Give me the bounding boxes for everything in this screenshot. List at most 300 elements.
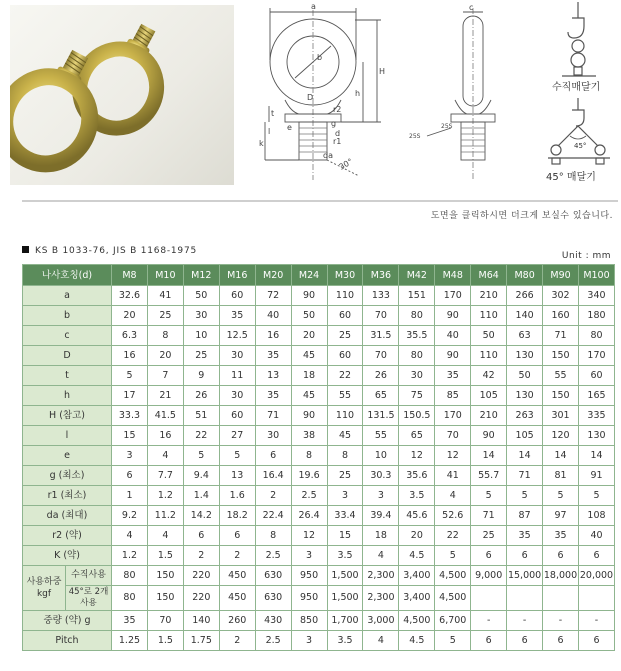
- value-cell: 15: [112, 426, 148, 446]
- value-cell: 20: [399, 526, 435, 546]
- value-cell: 60: [219, 286, 255, 306]
- click-to-enlarge-note: 도면을 클릭하시면 더크게 보실수 있습니다.: [430, 211, 613, 221]
- value-cell: 210: [471, 406, 507, 426]
- dim-angle-label: 30°: [337, 156, 355, 172]
- value-cell: 80: [112, 586, 148, 611]
- value-cell: 1.75: [183, 631, 219, 651]
- value-cell: 6: [578, 546, 614, 566]
- value-cell: 5: [219, 446, 255, 466]
- value-cell: 105: [471, 386, 507, 406]
- load-vertical-row: [23, 566, 615, 586]
- value-cell: 6.3: [112, 326, 148, 346]
- dim-a-label: a: [311, 2, 316, 11]
- value-cell: [543, 586, 579, 611]
- value-cell: 22: [183, 426, 219, 446]
- value-cell: 4: [363, 631, 399, 651]
- value-cell: 70: [147, 611, 183, 631]
- row-label-cell: h: [23, 386, 112, 406]
- value-cell: [578, 586, 614, 611]
- value-cell: 220: [183, 566, 219, 586]
- value-cell: -: [507, 611, 543, 631]
- value-cell: 75: [399, 386, 435, 406]
- value-cell: 131.5: [363, 406, 399, 426]
- value-cell: 6: [219, 526, 255, 546]
- value-cell: 60: [327, 346, 363, 366]
- dim-D-label: D: [307, 93, 314, 102]
- value-cell: 71: [543, 326, 579, 346]
- value-cell: 150: [147, 586, 183, 611]
- table-row: [23, 386, 615, 406]
- value-cell: 60: [219, 406, 255, 426]
- value-cell: 3: [112, 446, 148, 466]
- value-cell: 301: [543, 406, 579, 426]
- value-cell: 12: [435, 446, 471, 466]
- value-cell: 430: [255, 611, 291, 631]
- value-cell: 150: [147, 566, 183, 586]
- value-cell: 27: [219, 426, 255, 446]
- value-cell: 1.6: [219, 486, 255, 506]
- value-cell: 160: [543, 306, 579, 326]
- row-label-cell: r2 (약): [23, 526, 112, 546]
- value-cell: 15: [327, 526, 363, 546]
- eye-bolt-dimension-drawing: [255, 0, 535, 190]
- value-cell: 630: [255, 566, 291, 586]
- value-cell: 55.7: [471, 466, 507, 486]
- value-cell: 60: [578, 366, 614, 386]
- value-cell: [471, 586, 507, 611]
- dim-r2-label: r2: [333, 105, 342, 114]
- value-cell: 40: [255, 306, 291, 326]
- dim-r1-label: r1: [333, 137, 342, 146]
- value-cell: 15,000: [507, 566, 543, 586]
- value-cell: 3,000: [363, 611, 399, 631]
- row-label-cell: H (참고): [23, 406, 112, 426]
- value-cell: 30: [183, 306, 219, 326]
- value-cell: 5: [507, 486, 543, 506]
- value-cell: 170: [435, 406, 471, 426]
- value-cell: 14: [543, 446, 579, 466]
- value-cell: 266: [507, 286, 543, 306]
- value-cell: 3.5: [399, 486, 435, 506]
- angle45-lift-label: 45° 매달기: [546, 172, 596, 183]
- value-cell: 130: [507, 386, 543, 406]
- value-cell: -: [578, 611, 614, 631]
- load-group-cell: [23, 566, 112, 611]
- value-cell: 130: [507, 346, 543, 366]
- value-cell: 110: [327, 286, 363, 306]
- value-cell: 21: [147, 386, 183, 406]
- load-angle-row: [23, 586, 615, 611]
- row-label-cell: c: [23, 326, 112, 346]
- value-cell: 18,000: [543, 566, 579, 586]
- value-cell: 35: [435, 366, 471, 386]
- value-cell: 4,500: [399, 611, 435, 631]
- value-cell: 90: [471, 426, 507, 446]
- value-cell: 65: [363, 386, 399, 406]
- value-cell: 1.25: [112, 631, 148, 651]
- dim-da-label: da: [323, 151, 333, 160]
- value-cell: 40: [578, 526, 614, 546]
- value-cell: 5: [578, 486, 614, 506]
- value-cell: 2: [219, 631, 255, 651]
- value-cell: 302: [543, 286, 579, 306]
- value-cell: 35: [543, 526, 579, 546]
- standard-reference: [22, 246, 197, 256]
- header-size-cell: M30: [327, 265, 363, 286]
- value-cell: 35: [219, 306, 255, 326]
- value-cell: 35: [255, 386, 291, 406]
- value-cell: 335: [578, 406, 614, 426]
- table-row: [23, 306, 615, 326]
- value-cell: 120: [543, 426, 579, 446]
- table-row: [23, 506, 615, 526]
- dim-e-label: e: [287, 123, 292, 132]
- dim-c-label: c: [469, 3, 474, 12]
- value-cell: 11.2: [147, 506, 183, 526]
- value-cell: 22: [435, 526, 471, 546]
- value-cell: 140: [507, 306, 543, 326]
- value-cell: 4.5: [399, 546, 435, 566]
- value-cell: 26.4: [291, 506, 327, 526]
- unit-label: Unit : mm: [561, 251, 611, 261]
- header-size-cell: M64: [471, 265, 507, 286]
- value-cell: 9.2: [112, 506, 148, 526]
- row-label-cell: t: [23, 366, 112, 386]
- value-cell: 39.4: [363, 506, 399, 526]
- value-cell: 2: [219, 546, 255, 566]
- value-cell: 35: [507, 526, 543, 546]
- value-cell: -: [543, 611, 579, 631]
- value-cell: 40: [435, 326, 471, 346]
- value-cell: 5: [471, 486, 507, 506]
- value-cell: 6: [255, 446, 291, 466]
- figure-area: [0, 0, 621, 195]
- header-size-cell: M100: [578, 265, 614, 286]
- value-cell: 2.5: [255, 631, 291, 651]
- value-cell: 31.5: [363, 326, 399, 346]
- dim-d-label: d: [335, 129, 341, 138]
- row-label-cell: b: [23, 306, 112, 326]
- value-cell: 30: [399, 366, 435, 386]
- value-cell: 4: [363, 546, 399, 566]
- value-cell: 26: [363, 366, 399, 386]
- value-cell: 3,400: [399, 586, 435, 611]
- value-cell: 38: [291, 426, 327, 446]
- value-cell: 1.2: [112, 546, 148, 566]
- header-label-cell: 나사호칭(d): [23, 265, 112, 286]
- value-cell: 97: [543, 506, 579, 526]
- table-row: [23, 631, 615, 651]
- value-cell: 30: [219, 346, 255, 366]
- value-cell: 81: [543, 466, 579, 486]
- value-cell: 90: [435, 306, 471, 326]
- value-cell: 110: [471, 346, 507, 366]
- value-cell: 150: [543, 346, 579, 366]
- value-cell: 20: [112, 306, 148, 326]
- value-cell: 71: [255, 406, 291, 426]
- value-cell: 165: [578, 386, 614, 406]
- value-cell: -: [471, 611, 507, 631]
- value-cell: 5: [435, 546, 471, 566]
- value-cell: 140: [183, 611, 219, 631]
- header-size-cell: M80: [507, 265, 543, 286]
- header-size-cell: M20: [255, 265, 291, 286]
- value-cell: 6: [183, 526, 219, 546]
- value-cell: 9,000: [471, 566, 507, 586]
- value-cell: 2: [183, 546, 219, 566]
- value-cell: 5: [543, 486, 579, 506]
- dim-t-label: t: [271, 109, 275, 118]
- value-cell: 110: [471, 306, 507, 326]
- value-cell: 1,500: [327, 566, 363, 586]
- table-row: [23, 426, 615, 446]
- value-cell: 450: [219, 586, 255, 611]
- angle45-deg-label: 45°: [574, 142, 587, 150]
- value-cell: 72: [255, 286, 291, 306]
- dim-l-label: l: [268, 127, 271, 136]
- table-row: [23, 406, 615, 426]
- value-cell: 3.5: [327, 546, 363, 566]
- value-cell: 3: [291, 631, 327, 651]
- value-cell: 71: [471, 506, 507, 526]
- value-cell: 17: [112, 386, 148, 406]
- lifting-methods: [540, 0, 620, 190]
- value-cell: 35.6: [399, 466, 435, 486]
- value-cell: [507, 586, 543, 611]
- value-cell: 5: [112, 366, 148, 386]
- value-cell: 14.2: [183, 506, 219, 526]
- vertical-lift-label: 수직매달기: [552, 82, 601, 93]
- header-size-cell: M48: [435, 265, 471, 286]
- value-cell: 9: [183, 366, 219, 386]
- value-cell: 6: [471, 546, 507, 566]
- technical-drawing[interactable]: [255, 0, 535, 190]
- value-cell: 41.5: [147, 406, 183, 426]
- value-cell: 55: [363, 426, 399, 446]
- value-cell: 71: [507, 466, 543, 486]
- value-cell: 35: [112, 611, 148, 631]
- value-cell: 50: [471, 326, 507, 346]
- value-cell: 35: [255, 346, 291, 366]
- value-cell: 65: [399, 426, 435, 446]
- value-cell: 260: [219, 611, 255, 631]
- value-cell: 1,700: [327, 611, 363, 631]
- value-cell: 8: [147, 326, 183, 346]
- value-cell: 25: [327, 326, 363, 346]
- row-label-cell: a: [23, 286, 112, 306]
- value-cell: 45: [327, 426, 363, 446]
- value-cell: 19.6: [291, 466, 327, 486]
- value-cell: 80: [399, 306, 435, 326]
- value-cell: 8: [255, 526, 291, 546]
- value-cell: 150.5: [399, 406, 435, 426]
- value-cell: 85: [435, 386, 471, 406]
- value-cell: 105: [507, 426, 543, 446]
- table-body: [23, 286, 615, 651]
- value-cell: 4,500: [435, 566, 471, 586]
- value-cell: 6: [471, 631, 507, 651]
- header-size-cell: M12: [183, 265, 219, 286]
- value-cell: 25: [183, 346, 219, 366]
- eye-bolt-spec-table: [22, 264, 615, 651]
- value-cell: 1.5: [147, 631, 183, 651]
- value-cell: 1,500: [327, 586, 363, 611]
- row-label-cell: K (약): [23, 546, 112, 566]
- value-cell: 20: [147, 346, 183, 366]
- header-size-cell: M36: [363, 265, 399, 286]
- row-label-cell: da (최대): [23, 506, 112, 526]
- value-cell: 42: [471, 366, 507, 386]
- table-row: [23, 326, 615, 346]
- value-cell: 170: [435, 286, 471, 306]
- header-size-cell: M42: [399, 265, 435, 286]
- value-cell: 80: [399, 346, 435, 366]
- value-cell: 35.5: [399, 326, 435, 346]
- value-cell: 16: [255, 326, 291, 346]
- load-vertical-label: 수직사용: [66, 566, 111, 586]
- value-cell: 8: [327, 446, 363, 466]
- dim-b-label: b: [317, 53, 323, 62]
- value-cell: 6: [507, 631, 543, 651]
- value-cell: 130: [578, 426, 614, 446]
- value-cell: 90: [291, 406, 327, 426]
- table-row: [23, 526, 615, 546]
- product-photo[interactable]: [10, 5, 234, 185]
- value-cell: 12: [399, 446, 435, 466]
- value-cell: 18: [363, 526, 399, 546]
- value-cell: 91: [578, 466, 614, 486]
- value-cell: 2.5: [255, 546, 291, 566]
- value-cell: 12: [291, 526, 327, 546]
- value-cell: 2.5: [291, 486, 327, 506]
- value-cell: 2,300: [363, 586, 399, 611]
- dim-chamfer2-label: 25S: [441, 123, 453, 130]
- dim-g-label: g: [331, 119, 337, 128]
- value-cell: 850: [291, 611, 327, 631]
- value-cell: 4: [147, 446, 183, 466]
- value-cell: 25: [147, 306, 183, 326]
- value-cell: 950: [291, 586, 327, 611]
- value-cell: 110: [327, 406, 363, 426]
- table-row: [23, 611, 615, 631]
- header-size-cell: M24: [291, 265, 327, 286]
- value-cell: 32.6: [112, 286, 148, 306]
- value-cell: 80: [578, 326, 614, 346]
- row-label-cell: 중량 (약) g: [23, 611, 112, 631]
- value-cell: 3: [327, 486, 363, 506]
- header-size-cell: M8: [112, 265, 148, 286]
- value-cell: 263: [507, 406, 543, 426]
- value-cell: 6: [507, 546, 543, 566]
- value-cell: 1.5: [147, 546, 183, 566]
- value-cell: 4: [435, 486, 471, 506]
- value-cell: 133: [363, 286, 399, 306]
- value-cell: 4: [112, 526, 148, 546]
- value-cell: 80: [112, 566, 148, 586]
- value-cell: 9.4: [183, 466, 219, 486]
- value-cell: 22.4: [255, 506, 291, 526]
- value-cell: 87: [507, 506, 543, 526]
- value-cell: 12.5: [219, 326, 255, 346]
- value-cell: 16.4: [255, 466, 291, 486]
- value-cell: 30: [255, 426, 291, 446]
- value-cell: 950: [291, 566, 327, 586]
- value-cell: 70: [435, 426, 471, 446]
- dim-H-label: H: [379, 67, 386, 76]
- eye-bolt-photo-illustration: [10, 5, 234, 185]
- value-cell: 18: [291, 366, 327, 386]
- value-cell: 1.2: [147, 486, 183, 506]
- value-cell: 13: [255, 366, 291, 386]
- value-cell: 16: [147, 426, 183, 446]
- value-cell: 52.6: [435, 506, 471, 526]
- value-cell: 150: [543, 386, 579, 406]
- value-cell: 14: [507, 446, 543, 466]
- value-cell: 10: [183, 326, 219, 346]
- value-cell: 180: [578, 306, 614, 326]
- value-cell: 1.4: [183, 486, 219, 506]
- dim-chamfer1-label: 25S: [409, 133, 421, 140]
- value-cell: 45.6: [399, 506, 435, 526]
- header-size-cell: M16: [219, 265, 255, 286]
- table-row: [23, 486, 615, 506]
- table-row: [23, 546, 615, 566]
- value-cell: 340: [578, 286, 614, 306]
- value-cell: 6,700: [435, 611, 471, 631]
- value-cell: 5: [435, 631, 471, 651]
- value-cell: 55: [327, 386, 363, 406]
- value-cell: 7: [147, 366, 183, 386]
- value-cell: 50: [291, 306, 327, 326]
- value-cell: 50: [507, 366, 543, 386]
- row-label-cell: g (최소): [23, 466, 112, 486]
- value-cell: 3: [291, 546, 327, 566]
- value-cell: 18.2: [219, 506, 255, 526]
- value-cell: 170: [578, 346, 614, 366]
- value-cell: 630: [255, 586, 291, 611]
- bullet-square-icon: [22, 246, 29, 253]
- value-cell: 20: [291, 326, 327, 346]
- value-cell: 50: [183, 286, 219, 306]
- value-cell: 2,300: [363, 566, 399, 586]
- value-cell: 51: [183, 406, 219, 426]
- value-cell: 45: [291, 346, 327, 366]
- value-cell: 7.7: [147, 466, 183, 486]
- row-label-cell: D: [23, 346, 112, 366]
- value-cell: 8: [291, 446, 327, 466]
- value-cell: 16: [112, 346, 148, 366]
- row-label-cell: l: [23, 426, 112, 446]
- value-cell: 25: [327, 466, 363, 486]
- value-cell: 220: [183, 586, 219, 611]
- value-cell: 30.3: [363, 466, 399, 486]
- value-cell: 20,000: [578, 566, 614, 586]
- value-cell: 41: [147, 286, 183, 306]
- value-cell: 11: [219, 366, 255, 386]
- value-cell: 6: [543, 546, 579, 566]
- section-divider: [22, 200, 618, 202]
- value-cell: 45: [291, 386, 327, 406]
- value-cell: 5: [183, 446, 219, 466]
- standard-text: KS B 1033-76, JIS B 1168-1975: [35, 246, 198, 256]
- value-cell: 14: [471, 446, 507, 466]
- value-cell: 41: [435, 466, 471, 486]
- header-size-cell: M10: [147, 265, 183, 286]
- table-header-row: [23, 265, 615, 286]
- table-row: [23, 466, 615, 486]
- dim-k-label: k: [259, 139, 264, 148]
- value-cell: 151: [399, 286, 435, 306]
